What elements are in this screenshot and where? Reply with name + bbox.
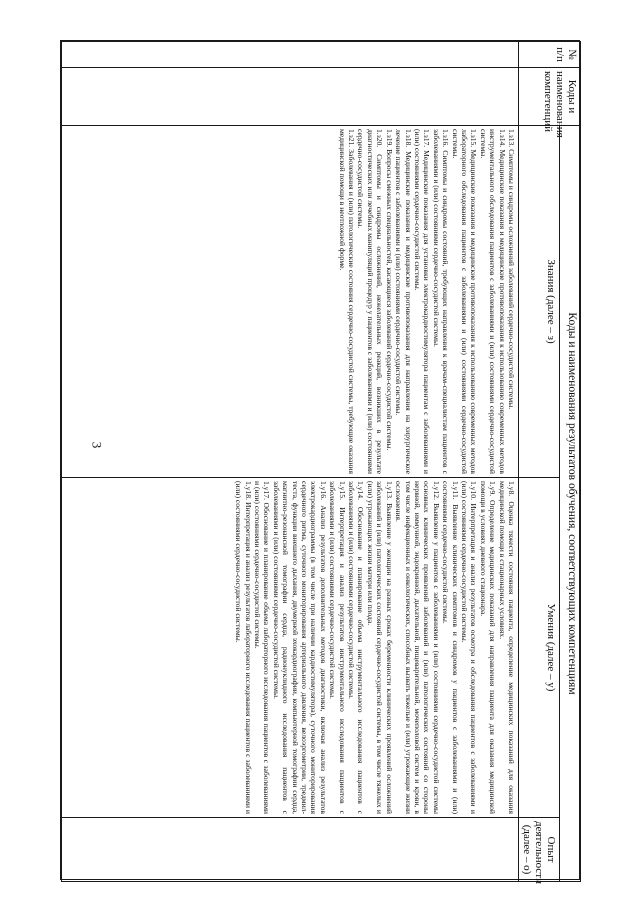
cell-num [62, 42, 519, 68]
skill-item: 1.у15. Интерпретация и анализ результатов инструментального исследования пациентов с заболеваниями и (или) состояниями сердечно-сосудистой системы. [328, 481, 347, 814]
column-header-codes: Коды и наименования компетенций [519, 68, 581, 126]
skill-item: 1.у12. Выявление у пациентов с заболеваниями и (или) состояниями сердечно-сосудистой системы основных клинических проявлений заболеваний и (или) патологических состояний со стороны нервной, иммунной, эндокринной, дыхательной, пищеварительной, мочеполовой систем и крови, в том числе инфекционных и онкологических, способных вызвать тяжелые и (или) угрожающие жизни осложнения. [394, 481, 441, 814]
skill-item: 1.у9. Определение медицинских показаний для направления пациента для оказания медицинской помощи в условиях дневного стационара. [478, 481, 498, 814]
column-header-skills: Умения (далее – у) [519, 478, 560, 818]
rotated-table-container [61, 41, 581, 884]
cell-knowledge [62, 126, 519, 478]
skill-item: 1.у10. Интерпретация и анализ результатов осмотра и обследования пациентов с заболеваниями и (или) состояниями сердечно-сосудистой системы. [459, 481, 479, 814]
knowledge-item: 1.з18. Медицинские показания и медицинские противопоказания для направления на хирургическое лечение пациентов с заболеваниями и (или) состояниями сердечно-сосудистой системы. [394, 129, 413, 474]
competency-table [61, 41, 581, 882]
skill-item: 1.у17. Обоснование и планирование объема лабораторного исследования пациентов с заболеваниями и (или) состояниями сердечно-сосудистой системы. [253, 481, 272, 814]
page-number: 3 [89, 441, 105, 449]
knowledge-item: 1.з19. Вопросы смежных специальностей, касающиеся заболеваний сердечно-сосудистой системы. [384, 129, 394, 451]
skill-item: 1.у11. Выявление клинических симптомов и синдромов у пациентов с заболеваниями и (или) состояниями сердечно-сосудистой системы. [441, 481, 460, 814]
column-header-experience: Опыт деятельности (далее – о) [519, 818, 560, 882]
skill-item: 1.у13. Выявление у женщин на разных сроках беременности клинических проявлений осложнений заболеваний и (или) патологических состояний сердечно-сосудистой системы, в том числе тяжелых и (или) угрожающих жизни матери или плода. [365, 481, 394, 814]
cell-experience [62, 818, 519, 882]
table-main-header: Коды и наименования результатов обучения, соответствующих компетенциям [560, 126, 581, 882]
competency-table-frame [60, 40, 580, 884]
column-header-num: № п/п [519, 42, 581, 68]
skill-item: 1.у18. Интерпретация и анализ результатов лабораторного исследования пациентов с заболеваниями и (или) состояниями сердечно-сосудистой системы. [234, 481, 253, 814]
knowledge-item: 1.з13. Симптомы и синдромы осложнений заболеваний сердечно-сосудистой системы. [507, 129, 516, 410]
knowledge-item: 1.з15. Медицинские показания и медицинские противопоказания к использованию современных методов лабораторного обследования пациентов с заболеваниями и (или) состояниями сердечно-сосудистой системы. [450, 129, 479, 474]
skill-item: 1.у14. Обоснование и планирование объема инструментального исследования пациентов с заболеваниями и (или) состояниями сердечно-сосудистой системы. [347, 481, 366, 814]
knowledge-item: 1.з14. Медицинские показания и медицинские противопоказания к использованию современных методов инструментального обследования пациентов с заболеваниями и (или) состояниями сердечно-сосудистой системы. [478, 129, 507, 474]
skill-list [234, 481, 516, 814]
knowledge-item: 1.з16. Симптомы и синдромы состояний, требующих направления к врачам-специалистам пациентов с заболеваниями и (или) состояниями сердечно-сосудистой системы. [431, 129, 451, 474]
cell-skills [62, 478, 519, 818]
column-header-knowledge: Знания (далее – з) [519, 126, 560, 478]
knowledge-item: 1.з17. Медицинские показания для установки электрокардиостимулятора пациентам с заболеваниями и (или) состояниями сердечно-сосудистой системы. [412, 129, 432, 474]
skill-item: 1.у16. Анализ результатов дополнительных методов диагностики, включая анализ результатов электрокардиограммы (в том числе при наличии кардиостимулятора), суточного мониторирования сердечного ритма, суточного мониторирования артериального давления, велоэргометрии, тредмил-теста, функции внешнего дыхания, двумерной эхокардиографии, компьютерной томографии сердца, магнитно-резонансной томографии сердца, радионуклидного исследования пациентов с заболеваниями и (или) состояниями сердечно-сосудистой системы. [271, 481, 328, 814]
skill-item: 1.у8. Оценка тяжести состояния пациента, определение медицинских показаний для оказания медицинской помощи в стационарных условиях. [497, 481, 516, 814]
cell-codes [62, 68, 519, 126]
knowledge-list [337, 129, 516, 474]
knowledge-item: 1.з20. Симптомы и синдромы осложнений, нежелательных реакций, возникших в результате диагностических или лечебных манипуляций процедур у пациентов с заболеваниями и (или) состояниями сердечно-сосудистой системы. [356, 129, 385, 474]
knowledge-item: 1.з21. Заболевания и (или) патологические состояния сердечно-сосудистой системы, требующие оказания медицинской помощи в неотложной форме. [337, 129, 357, 474]
